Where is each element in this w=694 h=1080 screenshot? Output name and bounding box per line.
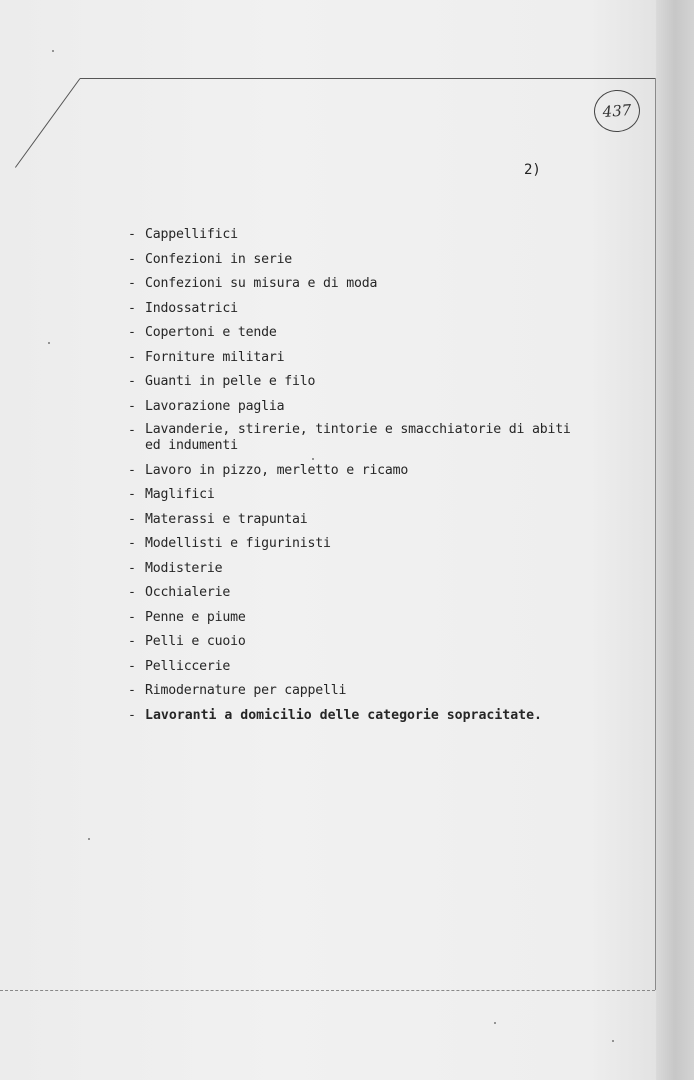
list-item-text: Lavorazione paglia — [145, 398, 285, 414]
list-item — [128, 324, 608, 341]
list-item-text: Lavanderie, stirerie, tintorie e smacchiatorie di abiti ed indumenti — [145, 422, 571, 453]
list-dash: - — [128, 634, 136, 649]
list-dash: - — [128, 560, 136, 576]
scan-speck — [88, 838, 90, 840]
list-item — [128, 584, 608, 601]
list-item — [128, 373, 608, 390]
list-item-text: Guanti in pelle e filo — [145, 374, 316, 389]
list-dash: - — [128, 423, 136, 438]
list-dash: - — [128, 374, 136, 389]
list-item — [128, 275, 608, 292]
folio-stamp: 437 — [593, 88, 642, 133]
list-item-text: Confezioni in serie — [145, 251, 293, 267]
list-item — [128, 300, 608, 317]
list-item — [128, 462, 608, 479]
list-item — [128, 609, 608, 626]
list-item — [128, 251, 608, 268]
scan-margin-strip — [656, 0, 694, 1080]
list-dash: - — [128, 349, 136, 365]
list-item-text: Forniture militari — [145, 349, 285, 365]
list-item-text: Pelli e cuoio — [145, 634, 246, 649]
list-dash: - — [128, 511, 136, 527]
list-item — [128, 422, 608, 454]
scan-speck — [52, 50, 54, 52]
list-dash: - — [128, 398, 136, 414]
list-item-text: Lavoranti a domicilio delle categorie sopracitate. — [145, 707, 542, 723]
list-item — [128, 633, 608, 650]
scan-speck — [494, 1022, 496, 1024]
list-item-text: Occhialerie — [145, 585, 231, 600]
page-edge-fold — [15, 78, 80, 168]
scan-speck — [312, 458, 314, 460]
list-dash: - — [128, 325, 136, 340]
page-edge-top — [80, 78, 655, 79]
list-item — [128, 511, 608, 528]
list-dash: - — [128, 276, 136, 291]
list-dash: - — [128, 487, 136, 502]
list-item — [128, 707, 608, 724]
list-item-text: Penne e piume — [145, 609, 246, 625]
list-item-text: Pelliccerie — [145, 658, 231, 674]
list-item-text: Materassi e trapuntai — [145, 511, 308, 527]
list-item-text: Lavoro in pizzo, merletto e ricamo — [145, 462, 409, 478]
list-item — [128, 658, 608, 675]
scan-speck — [612, 1040, 614, 1042]
list-dash: - — [128, 227, 136, 242]
list-item-text: Modisterie — [145, 560, 223, 576]
list-item — [128, 560, 608, 577]
scan-speck — [48, 342, 50, 344]
list-dash: - — [128, 251, 136, 267]
list-item-text: Cappellifici — [145, 227, 238, 242]
list-item — [128, 535, 608, 552]
list-item-text: Confezioni su misura e di moda — [145, 276, 378, 291]
list-item-text: Rimodernature per cappelli — [145, 683, 347, 698]
list-dash: - — [128, 658, 136, 674]
page-edge-bottom — [0, 990, 655, 991]
list-dash: - — [128, 683, 136, 698]
list-item-text: Maglifici — [145, 487, 215, 502]
list-dash: - — [128, 585, 136, 600]
list-dash: - — [128, 300, 136, 316]
list-dash: - — [128, 707, 136, 723]
list-item-text: Modellisti e figurinisti — [145, 536, 331, 551]
list-item — [128, 349, 608, 366]
list-item — [128, 398, 608, 415]
list-item — [128, 486, 608, 503]
page-number: 2) — [524, 162, 541, 178]
category-list — [128, 226, 608, 731]
page-edge-right — [655, 78, 656, 990]
list-item-text: Copertoni e tende — [145, 325, 277, 340]
list-dash: - — [128, 536, 136, 551]
list-item — [128, 226, 608, 243]
list-item — [128, 682, 608, 699]
list-dash: - — [128, 609, 136, 625]
list-dash: - — [128, 462, 136, 478]
list-item-text: Indossatrici — [145, 300, 238, 316]
